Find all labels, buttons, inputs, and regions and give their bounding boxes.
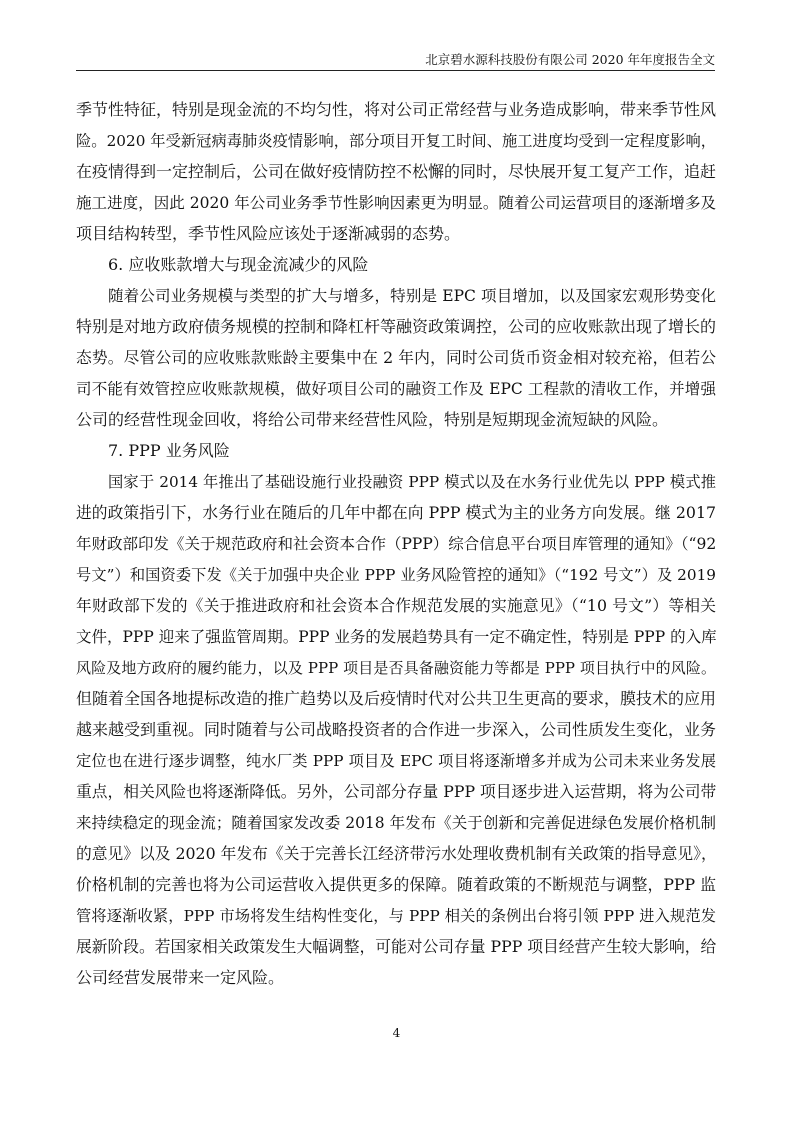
body-line: 险。2020 年受新冠病毒肺炎疫情影响，部分项目开复工时间、施工进度均受到一定程度影响，	[76, 132, 716, 150]
body-line: 特别是对地方政府债务规模的控制和降杠杆等融资政策调控，公司的应收账款出现了增长的	[76, 317, 717, 336]
body-line: 号文”）和国资委下发《关于加强中央企业 PPP 业务风险管控的通知》（“192 号文”）及 2019	[76, 566, 716, 584]
body-line: 季节性特征，特别是现金流的不均匀性，将对公司正常经营与业务造成影响，带来季节性风	[76, 100, 717, 119]
section-heading-7: 7. PPP 业务风险	[108, 441, 230, 460]
body-line: 项目结构转型，季节性风险应该处于逐渐减弱的态势。	[76, 224, 461, 243]
body-line: 管将逐渐收紧，PPP 市场将发生结构性变化，与 PPP 相关的条例出台将引领 PPP 进入规范发	[76, 907, 716, 925]
body-line: 文件，PPP 迎来了强监管周期。PPP 业务的发展趋势具有一定不确定性，特别是 PPP 的入库	[76, 628, 717, 646]
body-line: 来持续稳定的现金流；随着国家发改委 2018 年发布《关于创新和完善促进绿色发展价格机制	[76, 814, 716, 832]
body-line: 年财政部下发的《关于推进政府和社会资本合作规范发展的实施意见》（“10 号文”）等相关	[76, 596, 716, 615]
body-line: 态势。尽管公司的应收账款账龄主要集中在 2 年内，同时公司货币资金相对较充裕，但若公	[76, 348, 716, 367]
body-line: 越来越受到重视。同时随着与公司战略投资者的合作进一步深入，公司性质发生变化，业务	[76, 720, 717, 739]
body-line: 重点，相关风险也将逐渐降低。另外，公司部分存量 PPP 项目逐步进入运营期，将为公司带	[76, 782, 717, 801]
body-line: 风险及地方政府的履约能力，以及 PPP 项目是否具备融资能力等都是 PPP 项目执行中的风险。	[76, 659, 716, 677]
body-line: 价格机制的完善也将为公司运营收入提供更多的保障。随着政策的不断规范与调整，PPP 监	[76, 875, 716, 894]
body-line: 进的政策指引下，水务行业在随后的几年中都在向 PPP 模式为主的业务方向发展。继 2017	[76, 503, 716, 522]
body-line: 在疫情得到一定控制后，公司在做好疫情防控不松懈的同时，尽快展开复工复产工作，追赶	[76, 162, 717, 181]
body-line: 司不能有效管控应收账款规模，做好项目公司的融资工作及 EPC 工程款的清收工作，并增强	[76, 380, 716, 398]
body-line: 公司的经营性现金回收，将给公司带来经营性风险，特别是短期现金流短缺的风险。	[76, 410, 669, 429]
body-line: 年财政部印发《关于规范政府和社会资本合作（PPP）综合信息平台项目库管理的通知》（“92	[76, 535, 717, 553]
section-heading-6: 6. 应收账款增大与现金流减少的风险	[108, 255, 369, 274]
page-header	[76, 48, 715, 71]
page-number: 4	[392, 1026, 401, 1040]
body-line: 展新阶段。若国家相关政策发生大幅调整，可能对公司存量 PPP 项目经营产生较大影响，给	[76, 937, 717, 956]
body-line: 施工进度，因此 2020 年公司业务季节性影响因素更为明显。随着公司运营项目的逐渐增多及	[76, 194, 716, 212]
header-title: 北京碧水源科技股份有限公司 2020 年年度报告全文	[425, 52, 715, 67]
body-line: 国家于 2014 年推出了基础设施行业投融资 PPP 模式以及在水务行业优先以 PPP 模式推	[108, 473, 716, 491]
body-line: 公司经营发展带来一定风险。	[76, 968, 285, 987]
body-line: 的意见》以及 2020 年发布《关于完善长江经济带污水处理收费机制有关政策的指导意见》，	[76, 844, 717, 863]
body-line: 随着公司业务规模与类型的扩大与增多，特别是 EPC 项目增加，以及国家宏观形势变化	[108, 287, 716, 305]
body-line: 定位也在进行逐步调整，纯水厂类 PPP 项目及 EPC 项目将逐渐增多并成为公司未来业务发展	[76, 752, 716, 770]
body-line: 但随着全国各地提标改造的推广趋势以及后疫情时代对公共卫生更高的要求，膜技术的应用	[76, 689, 717, 708]
